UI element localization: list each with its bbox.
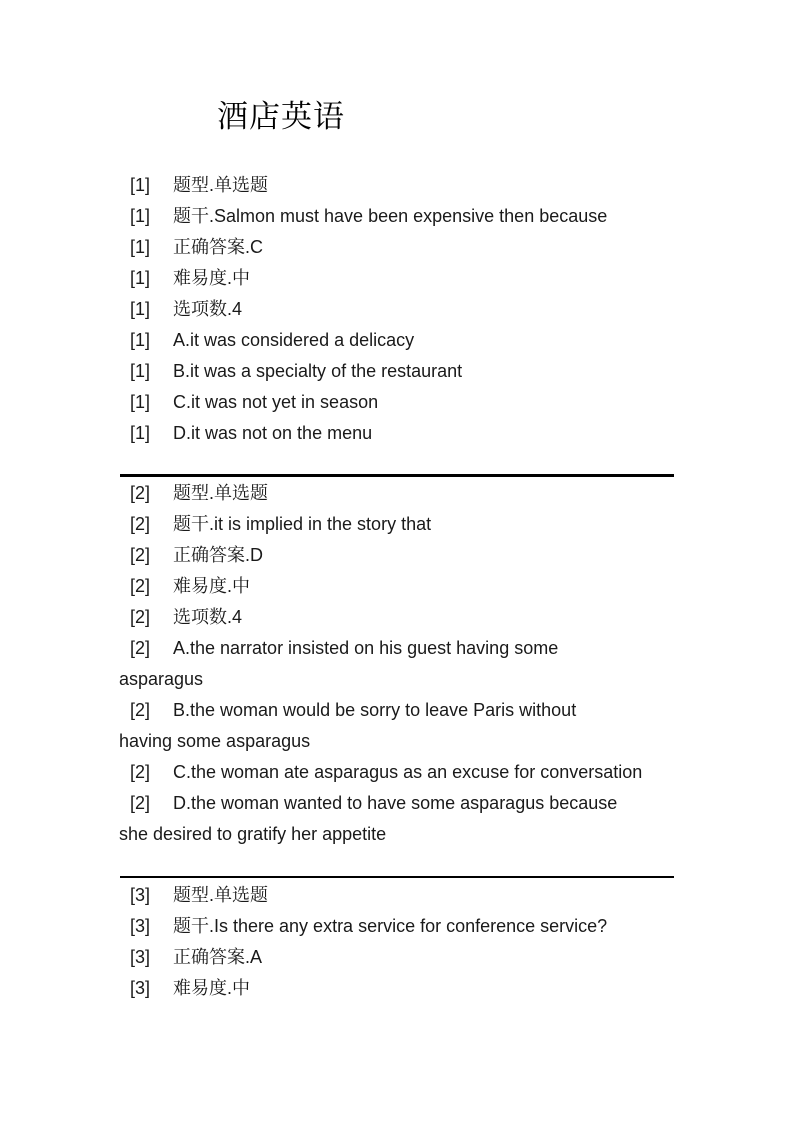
question-type-line — [119, 170, 675, 201]
option-count: 选项数.4 — [173, 607, 243, 627]
question-number: [1] — [130, 423, 151, 443]
difficulty-line — [119, 263, 675, 294]
option-c — [119, 757, 675, 788]
option-text: D.the woman wanted to have some asparagus because — [173, 793, 618, 813]
question-stem: 题干.Salmon must have been expensive then because — [173, 206, 608, 226]
section-divider — [120, 474, 674, 477]
correct-answer-line — [119, 540, 675, 571]
option-text: B.the woman would be sorry to leave Paris without — [173, 700, 577, 720]
option-c — [119, 387, 675, 418]
question-3 — [119, 880, 675, 1004]
difficulty: 难易度.中 — [173, 268, 251, 288]
option-count-line — [119, 602, 675, 633]
option-b-continuation: having some asparagus — [119, 731, 311, 751]
question-number: [2] — [130, 793, 151, 813]
option-d — [119, 418, 675, 449]
correct-answer: 正确答案.A — [173, 947, 263, 967]
difficulty-line — [119, 571, 675, 602]
option-a — [119, 325, 675, 356]
option-text: A.the narrator insisted on his guest having some — [173, 638, 559, 658]
question-number: [2] — [130, 638, 151, 658]
question-number: [2] — [130, 700, 151, 720]
question-number: [1] — [130, 392, 151, 412]
difficulty-line — [119, 973, 675, 1004]
question-stem-line — [119, 911, 675, 942]
question-type: 题型.单选题 — [173, 885, 269, 905]
document-title: 酒店英语 — [217, 99, 345, 135]
option-b — [119, 695, 675, 726]
question-type: 题型.单选题 — [173, 175, 269, 195]
question-number: [1] — [130, 268, 151, 288]
question-stem: 题干.Is there any extra service for conference service? — [173, 916, 608, 936]
question-number: [1] — [130, 237, 151, 257]
question-number: [3] — [130, 916, 151, 936]
question-number: [3] — [130, 885, 151, 905]
difficulty: 难易度.中 — [173, 576, 251, 596]
section-divider — [120, 876, 674, 878]
option-text: C.the woman ate asparagus as an excuse for conversation — [173, 762, 643, 782]
option-text: C.it was not yet in season — [173, 392, 379, 412]
question-stem: 题干.it is implied in the story that — [173, 514, 432, 534]
question-type-line — [119, 478, 675, 509]
correct-answer: 正确答案.D — [173, 545, 263, 565]
question-number: [2] — [130, 607, 151, 627]
question-type-line — [119, 880, 675, 911]
correct-answer-line — [119, 232, 675, 263]
option-a-continuation: asparagus — [119, 669, 204, 689]
question-number: [2] — [130, 576, 151, 596]
question-number: [3] — [130, 978, 151, 998]
question-number: [2] — [130, 762, 151, 782]
question-2 — [119, 478, 675, 850]
question-number: [2] — [130, 483, 151, 503]
option-count-line — [119, 294, 675, 325]
option-d-continuation: she desired to gratify her appetite — [119, 824, 387, 844]
question-number: [1] — [130, 206, 151, 226]
question-stem-line — [119, 201, 675, 232]
question-number: [1] — [130, 175, 151, 195]
correct-answer-line — [119, 942, 675, 973]
option-count: 选项数.4 — [173, 299, 243, 319]
question-number: [3] — [130, 947, 151, 967]
option-text: B.it was a specialty of the restaurant — [173, 361, 463, 381]
question-number: [2] — [130, 514, 151, 534]
question-number: [2] — [130, 545, 151, 565]
question-stem-line — [119, 509, 675, 540]
correct-answer: 正确答案.C — [173, 237, 263, 257]
option-text: D.it was not on the menu — [173, 423, 373, 443]
option-d — [119, 788, 675, 819]
option-a — [119, 633, 675, 664]
question-number: [1] — [130, 361, 151, 381]
difficulty: 难易度.中 — [173, 978, 251, 998]
question-number: [1] — [130, 330, 151, 350]
question-type: 题型.单选题 — [173, 483, 269, 503]
option-b — [119, 356, 675, 387]
question-number: [1] — [130, 299, 151, 319]
option-text: A.it was considered a delicacy — [173, 330, 415, 350]
question-1 — [119, 170, 675, 449]
